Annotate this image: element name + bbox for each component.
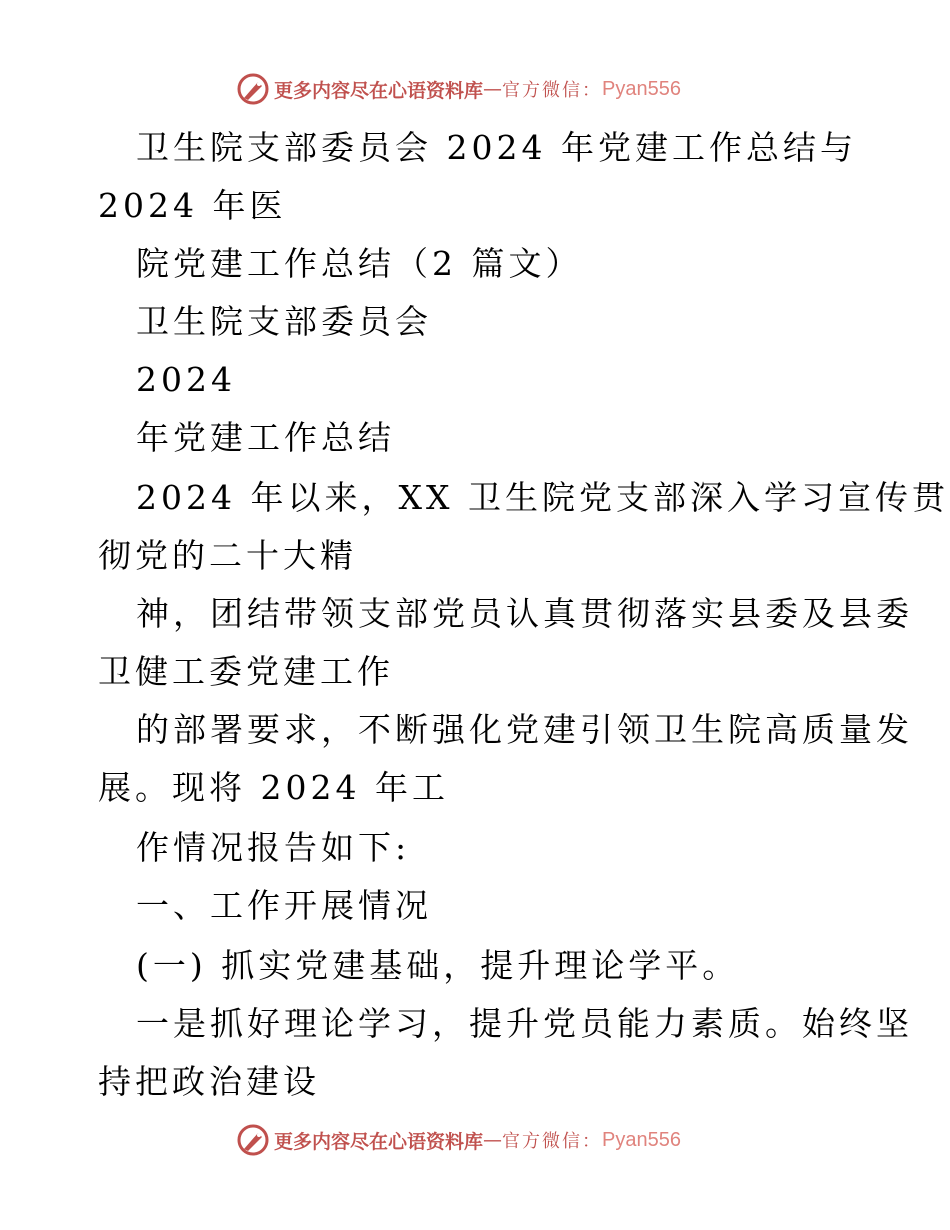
watermark-wechat-id: Pyan556	[602, 77, 681, 100]
watermark-banner-bottom	[236, 1123, 681, 1157]
pen-nib-logo-icon	[236, 1123, 270, 1157]
doc-line: 卫生院支部委员会 2024 年党建工作总结与	[136, 128, 857, 167]
doc-line: 2024	[136, 360, 236, 399]
doc-line: 一、工作开展情况	[136, 886, 432, 925]
doc-line: 2024 年医	[98, 186, 287, 225]
watermark-text: 更多内容尽在心语资料库	[274, 1130, 484, 1153]
doc-line: 神，团结带领支部党员认真贯彻落实县委及县委	[136, 594, 913, 633]
doc-line: 的部署要求，不断强化党建引领卫生院高质量发	[136, 710, 913, 749]
doc-line: 彻党的二十大精	[98, 536, 357, 575]
doc-line: (一) 抓实党建基础，提升理论学平。	[136, 946, 740, 985]
doc-line: 年党建工作总结	[136, 418, 395, 457]
doc-line: 卫生院支部委员会	[136, 302, 432, 341]
watermark-dash: —	[483, 1129, 503, 1151]
watermark-official: 官方微信：	[502, 80, 603, 101]
doc-line: 2024 年以来，XX 卫生院党支部深入学习宣传贯	[136, 478, 949, 517]
pen-nib-logo-icon	[236, 72, 270, 106]
doc-line: 卫健工委党建工作	[98, 652, 394, 691]
doc-line: 一是抓好理论学习，提升党员能力素质。始终坚	[136, 1004, 913, 1043]
doc-line: 展。现将 2024 年工	[98, 768, 449, 807]
watermark-text: 更多内容尽在心语资料库	[274, 79, 484, 102]
watermark-wechat-id: Pyan556	[602, 1128, 681, 1151]
watermark-dash: —	[483, 78, 503, 100]
watermark-banner-top	[236, 72, 681, 106]
watermark-official: 官方微信：	[502, 1131, 603, 1152]
doc-line: 院党建工作总结（2 篇文）	[136, 244, 583, 283]
doc-line: 作情况报告如下:	[136, 828, 411, 867]
doc-line: 持把政治建设	[98, 1062, 320, 1101]
